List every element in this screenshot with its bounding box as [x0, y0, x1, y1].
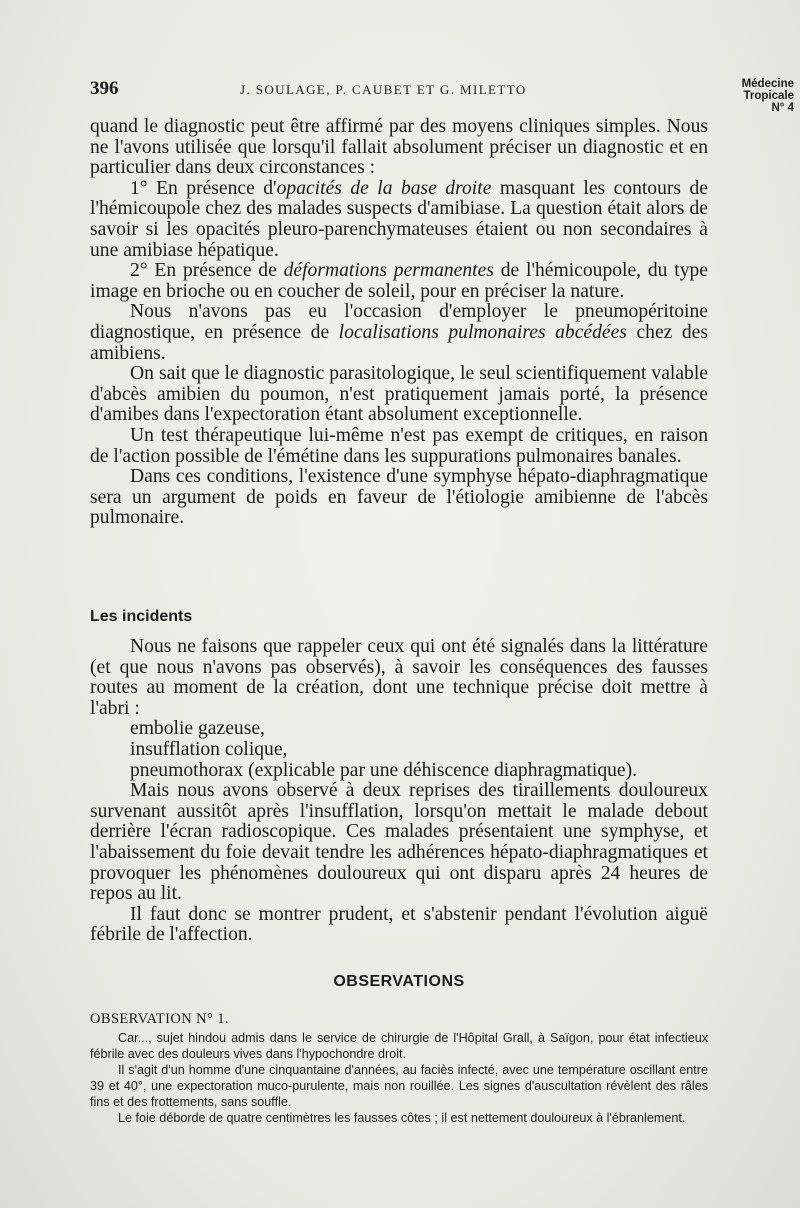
page-number: 396 — [90, 78, 119, 99]
paragraph-case-1-emphasis: opacités de la base droite — [276, 177, 492, 199]
list-item-pneumothorax: pneumothorax (explicable par une déhiscence diaphragmatique). — [130, 759, 638, 781]
paragraph-pneumoperitoine — [90, 302, 708, 364]
paragraph-case-1-suffix: masquant les contours de l'hémicoupole chez des malades suspects d'amibiase. La question était alors de savoir si les opacités pleuro-parenchymateuses étaient ou non secondaires à une amibiase hépatique. — [90, 177, 708, 261]
observation-paragraph-3: Le foie déborde de quatre centimètres les fausses côtes ; il est nettement douloureux à l'ébranlement. — [118, 1111, 686, 1125]
running-head-authors: J. SOULAGE, P. CAUBET ET G. MILETTO — [240, 82, 527, 97]
running-head — [90, 78, 710, 100]
paragraph-case-1 — [90, 179, 708, 261]
list-item-embolie: embolie gazeuse, — [130, 718, 265, 740]
journal-tag-line1: Médecine — [741, 78, 794, 90]
paragraph-pneumoperitoine-prefix: Nous n'avons pas eu l'occasion d'employer le pneumopéritoine diagnostique, en présence de — [90, 301, 708, 343]
paragraph-prudence: Il faut donc se montrer prudent, et s'abstenir pendant l'évolution aiguë fébrile de l'affection. — [90, 903, 708, 946]
paragraph-case-2-emphasis: déformations permanentes — [283, 260, 494, 282]
paragraph-incidents-intro: Nous ne faisons que rappeler ceux qui ont été signalés dans la littérature (et que nous n'avons pas observés), à savoir les conséquences des fausses routes au moment de la création, dont une technique précise doit mettre à l'abri : — [90, 636, 708, 719]
paragraph-diagnostic: On sait que le diagnostic parasitologique, le seul scientifiquement valable d'abcès amibien du poumon, n'est pratiquement jamais porté, la présence d'amibes dans l'expectoration étant absolument exceptionnelle. — [90, 363, 708, 426]
section-heading-observations: OBSERVATIONS — [333, 973, 465, 990]
paragraph-pneumoperitoine-emphasis: localisations pulmonaires abcédées — [338, 321, 627, 343]
observation-paragraph-1: Car..., sujet hindou admis dans le service de chirurgie de l'Hôpital Grall, à Saïgon, pour état infectieux fébrile avec des douleurs vives dans l'hypochondre droit. — [90, 1031, 708, 1061]
paragraph-conditions: Dans ces conditions, l'existence d'une symphyse hépato-diaphragmatique sera un argument de poids en faveur de l'étiologie amibienne de l'abcès pulmonaire. — [90, 466, 708, 529]
paragraph-case-2-prefix: 2° En présence de — [130, 260, 284, 282]
paragraph-case-2 — [90, 261, 708, 302]
incidents-body-text — [90, 637, 708, 946]
observation-number: OBSERVATION N° 1. — [90, 1011, 229, 1027]
paragraph-intro: quand le diagnostic peut être affirmé par des moyens cliniques simples. Nous ne l'avons utilisée que lorsqu'il fallait absolument préciser un diagnostic et en particulier dans deux circonstances : — [90, 116, 708, 179]
list-item-insufflation: insufflation colique, — [130, 738, 288, 760]
observation-text — [90, 1030, 708, 1126]
journal-tag-line2: Tropicale — [743, 90, 794, 102]
main-body-text — [90, 117, 708, 529]
observation-paragraph-2: Il s'agit d'un homme d'une cinquantaine d'années, au faciès infecté, avec une température oscillant entre 39 et 40°, une expectoration muco-purulente, mais non rouillée. Les signes d'auscultation révèlent des râles fins et des frottements, sans souffle. — [90, 1063, 708, 1109]
section-heading-incidents: Les incidents — [90, 608, 193, 625]
paragraph-tiraillements: Mais nous avons observé à deux reprises des tiraillements douloureux survenant aussitôt après l'insufflation, lorsqu'on mettait le malade debout derrière l'écran radioscopique. Ces malades présentaient une symphyse, et l'abaissement du foie devait tendre les adhérences hépato-diaphragmatiques et provoquer les phénomènes douloureux qui ont disparu après 24 heures de repos au lit. — [90, 780, 708, 905]
journal-tag — [742, 78, 794, 114]
paragraph-case-1-prefix: 1° En présence d' — [130, 177, 277, 199]
journal-tag-line3: N° 4 — [771, 102, 794, 114]
paragraph-test: Un test thérapeutique lui-même n'est pas exempt de critiques, en raison de l'action possible de l'émétine dans les suppurations pulmonaires banales. — [90, 424, 708, 467]
paragraph-pneumoperitoine-suffix: chez des amibiens. — [90, 321, 709, 364]
paragraph-case-2-suffix: de l'hémicoupole, du type image en brioche ou en coucher de soleil, pour en préciser la nature. — [90, 260, 708, 302]
